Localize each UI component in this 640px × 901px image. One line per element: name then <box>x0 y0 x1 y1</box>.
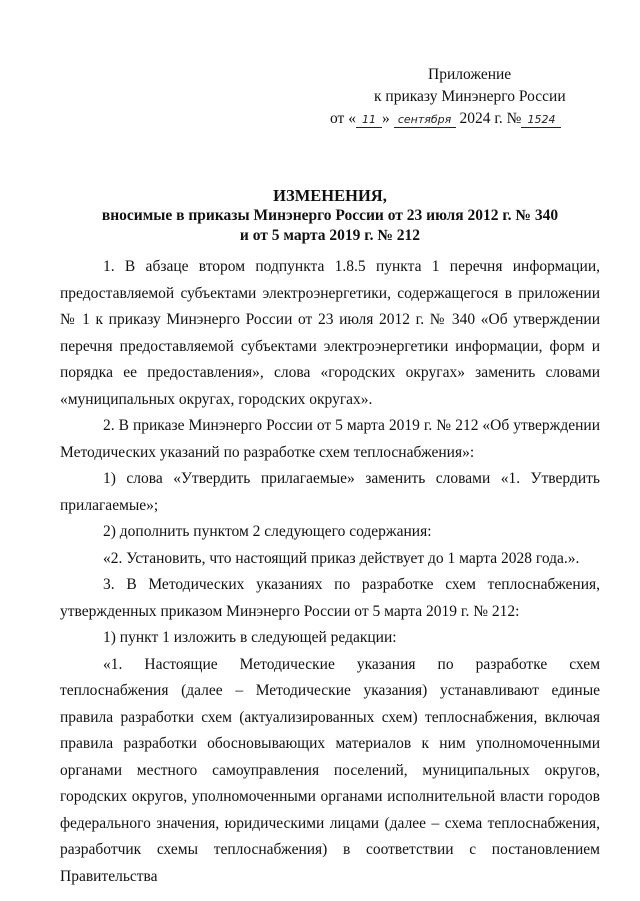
handwritten-order-number: 1524 <box>521 113 561 128</box>
appendix-date-line <box>330 108 600 130</box>
document-body <box>60 254 600 890</box>
appendix-order-ref: к приказу Минэнерго России <box>374 88 566 105</box>
paragraph-5: «2. Установить, что настоящий приказ действует до 1 марта 2028 года.». <box>103 549 580 567</box>
date-year: 2024 г. № <box>459 110 522 127</box>
paragraph-1: 1. В абзаце втором подпункта 1.8.5 пункта 1 перечня информации, предоставляемой субъектами электроэнергетики, содержащегося в приложении № 1 к приказу Минэнерго России от 23 июля 2012 г. № 340 «Об утверждении перечня предоставляемой субъектами электроэнергетики информации, форм и порядка ее предоставления», слова «городских округах» заменить словами «муниципальных округах, городских округах». <box>60 258 600 408</box>
title-main: ИЗМЕНЕНИЯ, <box>273 186 387 205</box>
appendix-header <box>330 64 600 130</box>
handwritten-day: 11 <box>356 113 382 128</box>
date-mid: » <box>381 110 390 127</box>
paragraph-4: 2) дополнить пунктом 2 следующего содержания: <box>103 523 432 540</box>
document-title <box>60 186 600 246</box>
title-sub-line-2: и от 5 марта 2019 г. № 212 <box>239 227 421 244</box>
paragraph-6: 3. В Методических указаниях по разработке схем теплоснабжения, утвержденных приказом Минэнерго России от 5 марта 2019 г. № 212: <box>60 576 600 620</box>
date-prefix: от « <box>330 110 356 127</box>
paragraph-7: 1) пункт 1 изложить в следующей редакции: <box>103 629 397 646</box>
appendix-title: Приложение <box>428 66 512 83</box>
title-sub-line-1: вносимые в приказы Минэнерго России от 23 июля 2012 г. № 340 <box>101 207 559 224</box>
paragraph-8: «1. Настоящие Методические указания по разработке схем теплоснабжения (далее – Методические указания) устанавливают единые правила разработки схем (актуализированных схем) теплоснабжения, включая правила разработки обосновывающих материалов к ним уполномоченными органами местного самоуправления поселений, муниципальных округов, городских округов, уполномоченными органами исполнительной власти городов федерального значения, юридическими лицами (далее – схема теплоснабжения, разработчик схемы теплоснабжения) в соответствии с постановлением Правительства <box>60 655 600 885</box>
paragraph-3: 1) слова «Утвердить прилагаемые» заменить словами «1. Утвердить прилагаемые»; <box>60 470 600 514</box>
handwritten-month: сентября <box>394 113 456 128</box>
paragraph-2: 2. В приказе Минэнерго России от 5 марта 2019 г. № 212 «Об утверждении Методических указаний по разработке схем теплоснабжения»: <box>60 417 600 461</box>
